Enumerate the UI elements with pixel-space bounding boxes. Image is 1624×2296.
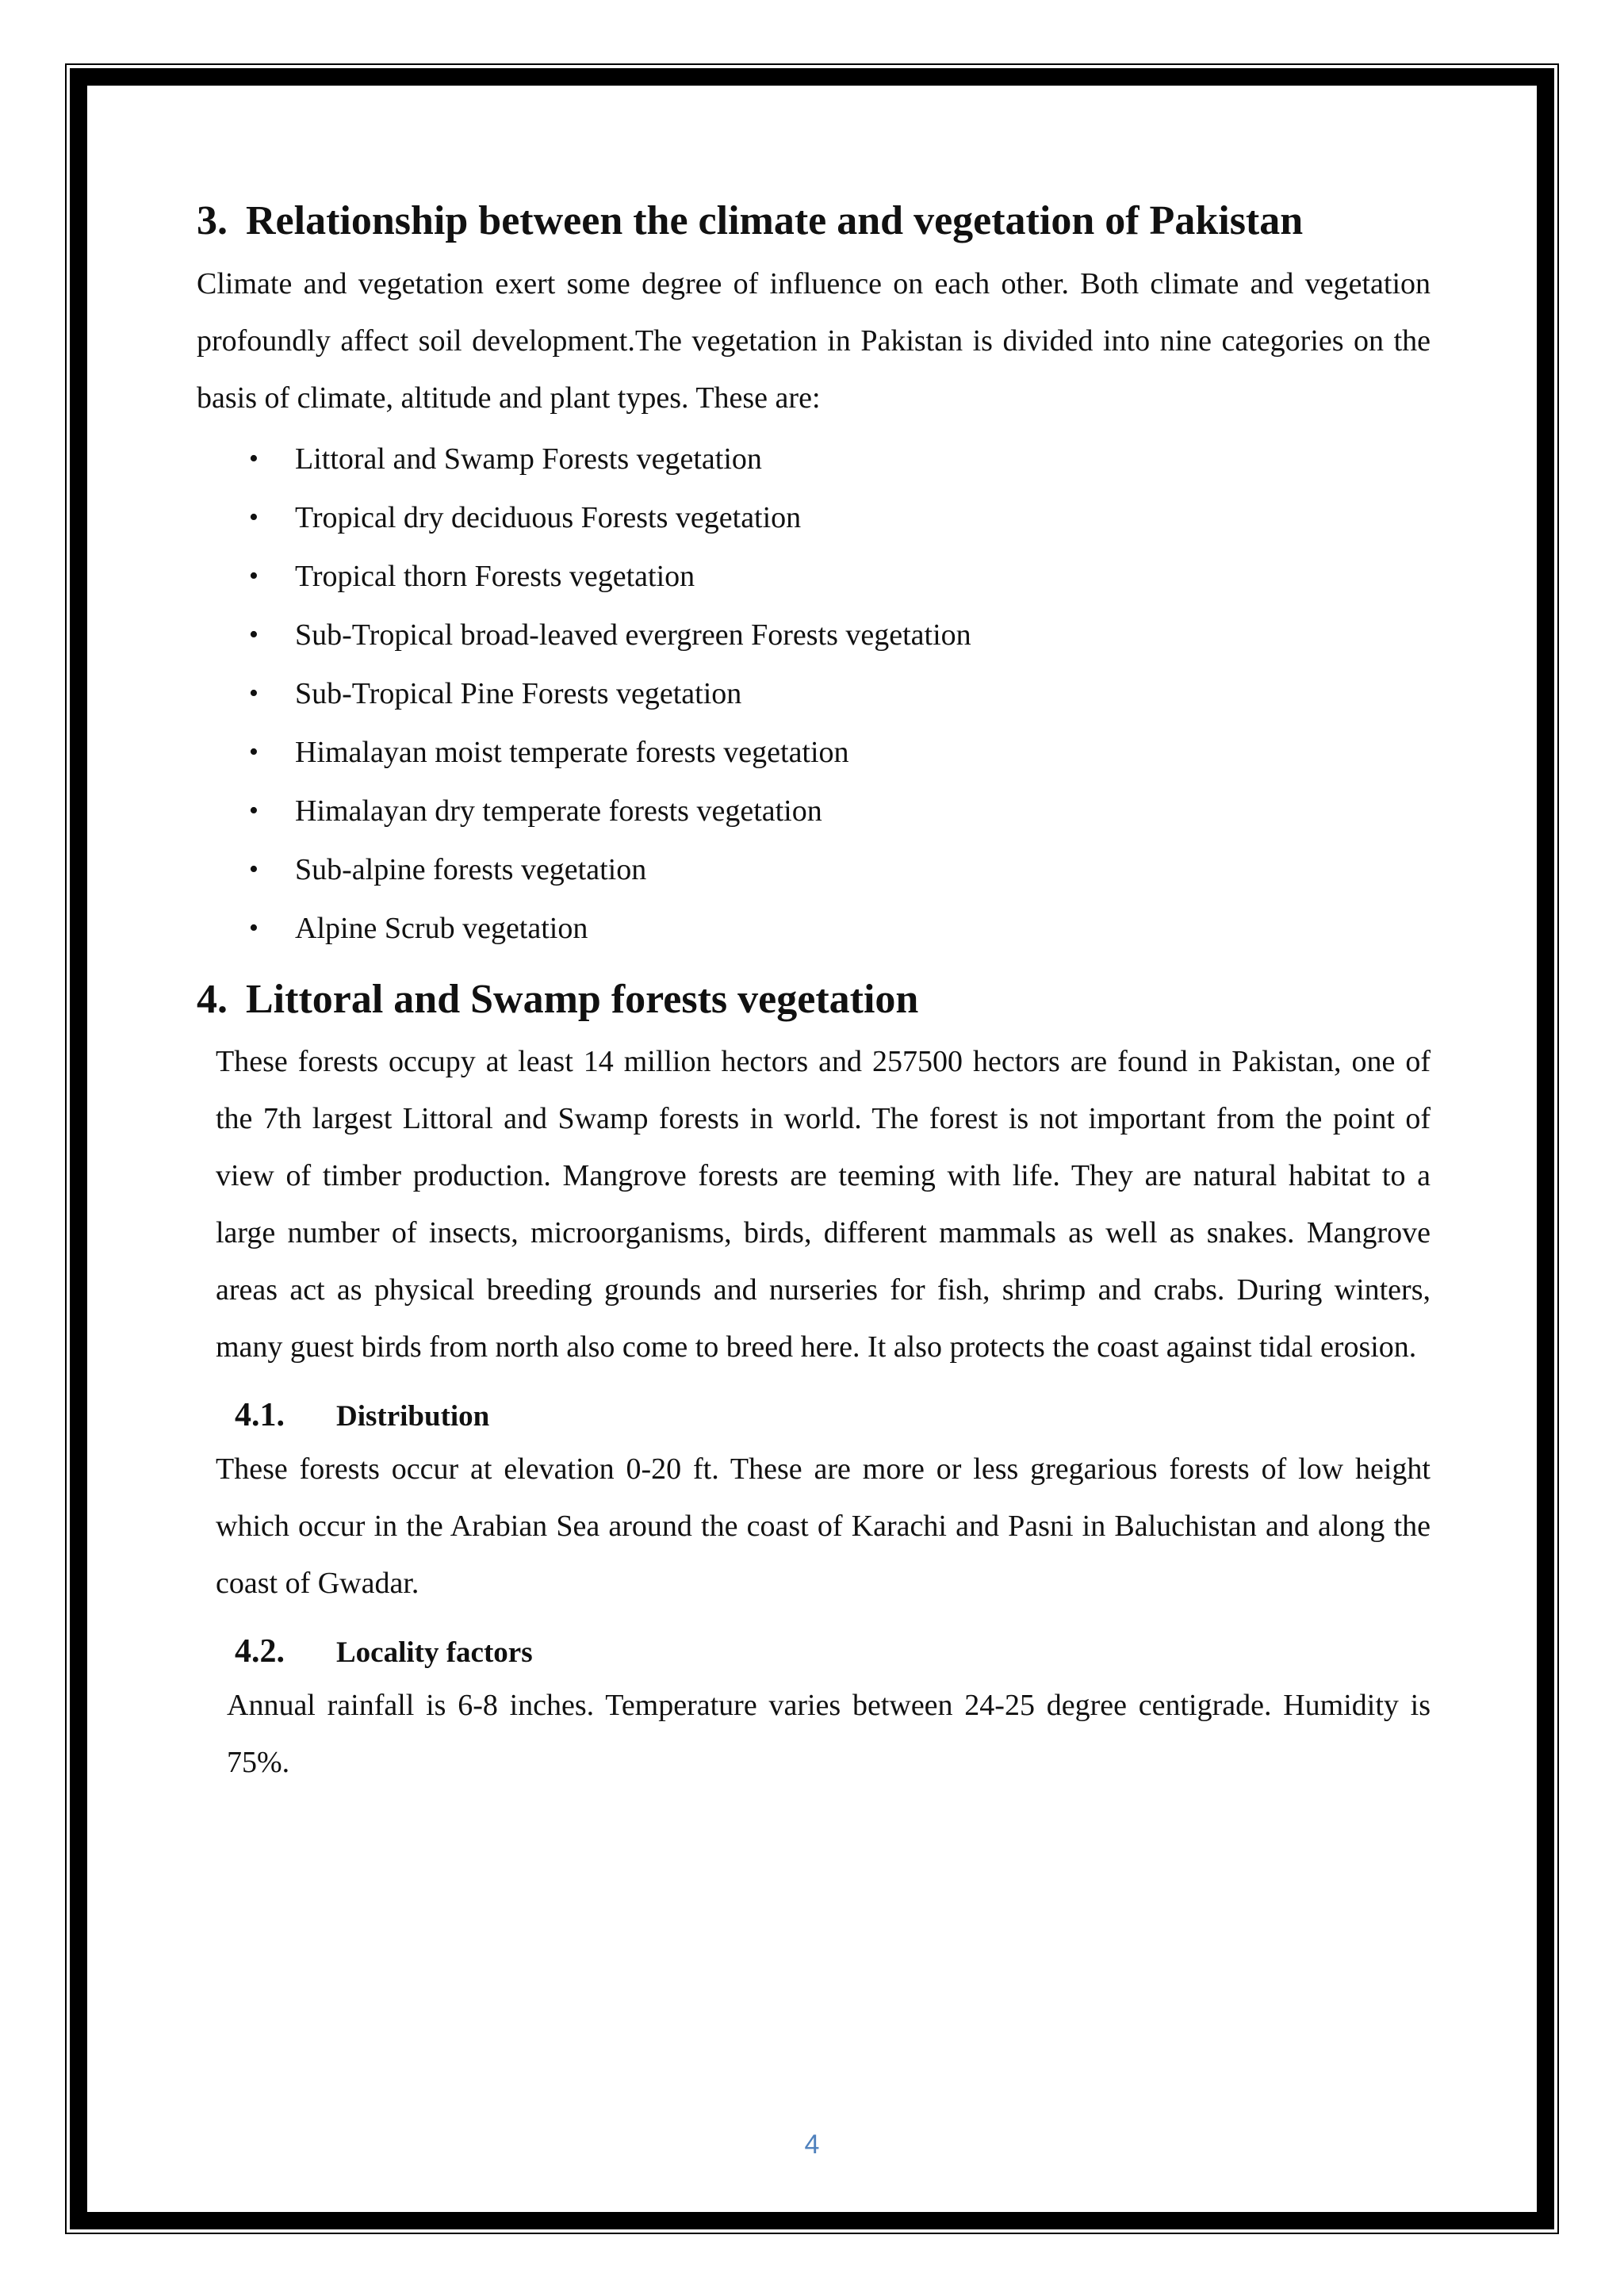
list-item: • Himalayan dry temperate forests vegetation [197,782,1431,840]
bullet-icon: • [249,796,259,826]
bullet-icon: • [249,444,259,474]
vegetation-categories-list [197,430,1431,958]
list-item: • Tropical thorn Forests vegetation [197,547,1431,606]
subsection-4-2-paragraph: Annual rainfall is 6-8 inches. Temperature varies between 24-25 degree centigrade. Humidity is 75%. [227,1688,1431,1779]
section-4-heading [197,975,1431,1024]
list-item: • Sub-Tropical broad-leaved evergreen Forests vegetation [197,606,1431,664]
section-4-number: 4. [197,977,228,1023]
page-content [197,190,1431,1791]
subsection-4-1-heading [197,1396,1431,1434]
bullet-icon: • [249,620,259,650]
list-item: • Littoral and Swamp Forests vegetation [197,430,1431,488]
section-3-title: Relationship between the climate and vegetation of Pakistan [246,198,1304,243]
list-item: • Sub-Tropical Pine Forests vegetation [197,664,1431,723]
subsection-4-1-title: Distribution [336,1399,490,1433]
subsection-4-2-number: 4.2. [235,1632,285,1670]
bullet-icon: • [249,913,259,943]
section-4-title: Littoral and Swamp forests vegetation [246,977,919,1023]
bullet-icon: • [249,679,259,709]
subsection-4-2-heading [197,1632,1431,1670]
bullet-icon: • [249,737,259,767]
section-3-intro: Climate and vegetation exert some degree of influence on each other. Both climate and vegetation profoundly affect soil development.The vegetation in Pakistan is divided into nine categories on the basis of climate, altitude and plant types. These are: [197,267,1431,415]
subsection-4-1-paragraph: These forests occur at elevation 0-20 ft. These are more or less gregarious forests of low height which occur in the Arabian Sea around the coast of Karachi and Pasni in Baluchistan and along the coast of Gwadar. [216,1452,1431,1600]
subsection-4-2-title: Locality factors [336,1636,533,1669]
bullet-icon: • [249,503,259,533]
bullet-icon: • [249,855,259,885]
bullet-icon: • [249,561,259,591]
section-3-number: 3. [197,198,228,243]
list-item: • Himalayan moist temperate forests vegetation [197,723,1431,782]
subsection-4-1-number: 4.1. [235,1396,285,1433]
list-item: • Sub-alpine forests vegetation [197,840,1431,899]
page-number: 4 [804,2130,820,2160]
section-4-paragraph: These forests occupy at least 14 million hectors and 257500 hectors are found in Pakistan, one of the 7th largest Littoral and Swamp forests in world. The forest is not important from the point of view of timber production. Mangrove forests are teeming with life. They are natural habitat to a large number of insects, microorganisms, birds, different mammals as well as snakes. Mangrove areas act as physical breeding grounds and nurseries for fish, shrimp and crabs. During winters, many guest birds from north also come to breed here. It also protects the coast against tidal erosion. [216,1044,1431,1364]
list-item: • Alpine Scrub vegetation [197,899,1431,958]
section-3-heading [197,197,1431,246]
list-item: • Tropical dry deciduous Forests vegetation [197,488,1431,547]
